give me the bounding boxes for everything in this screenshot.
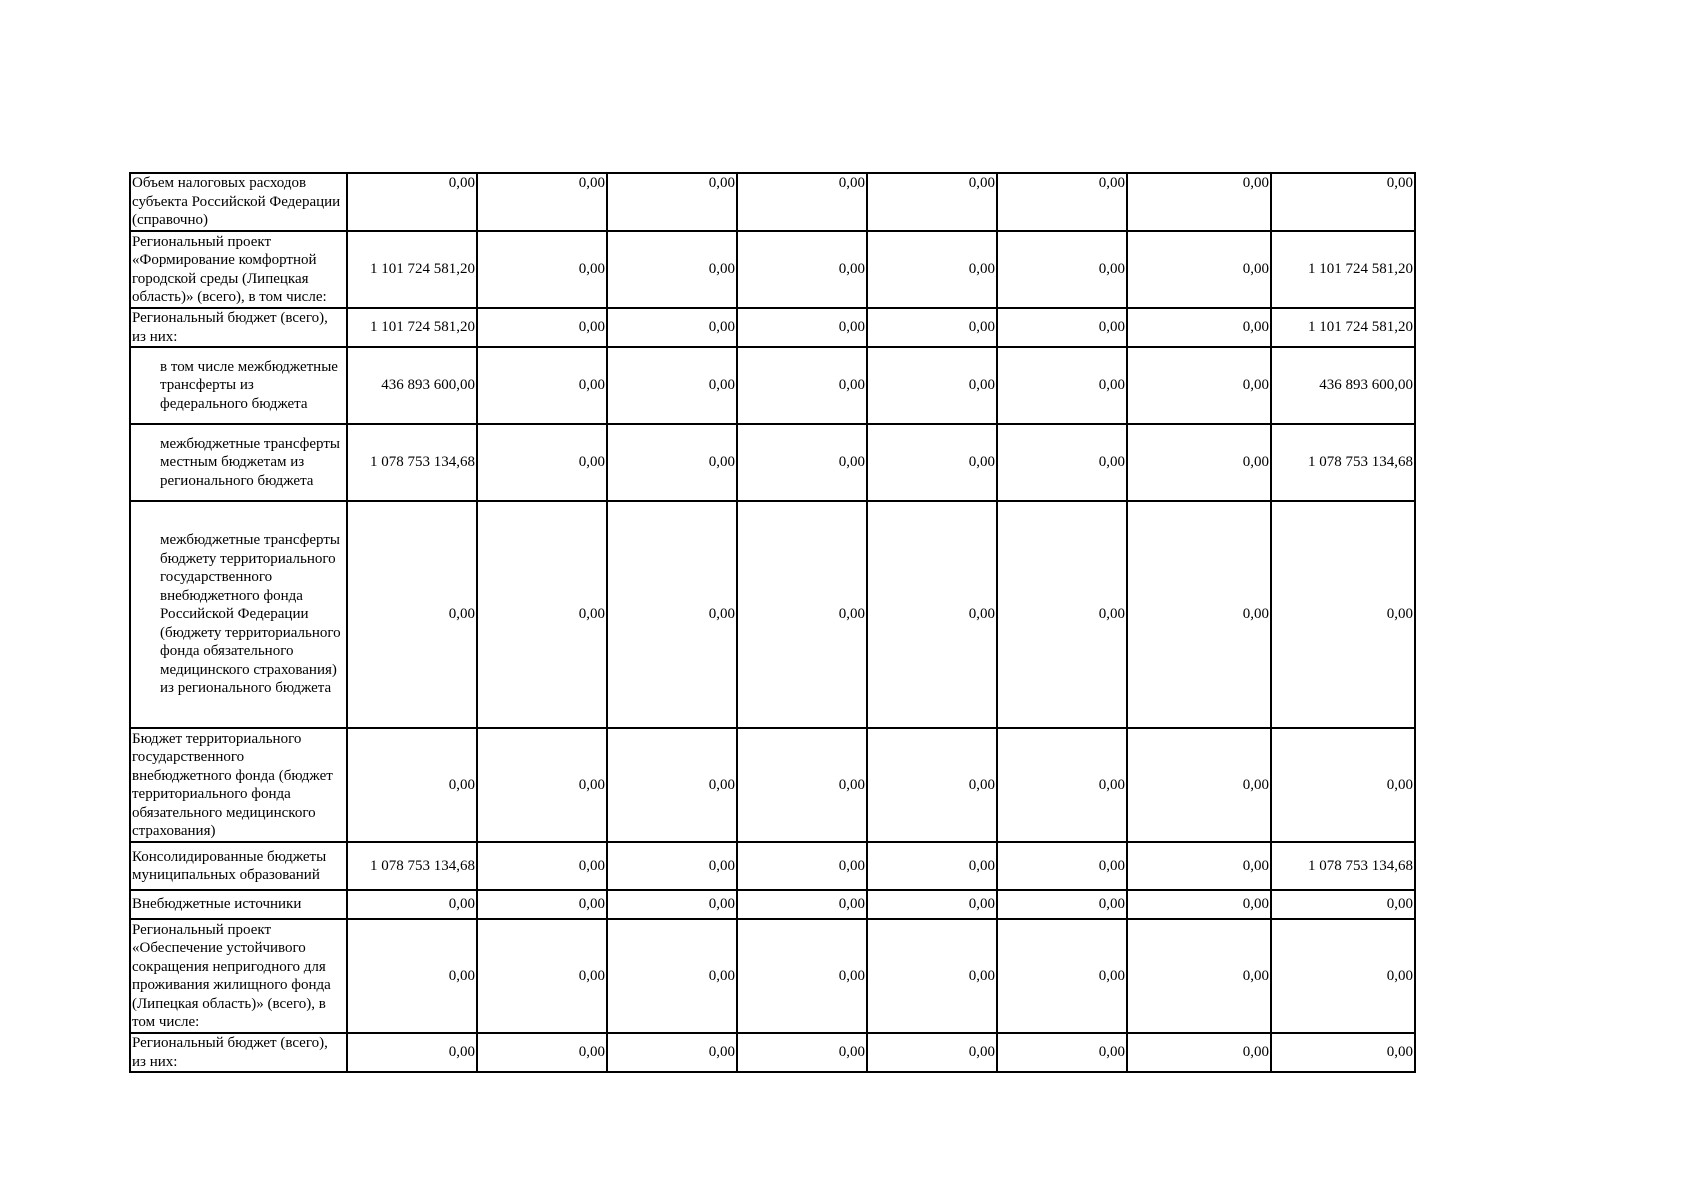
value-cell: 0,00: [1271, 173, 1415, 231]
value-cell: 0,00: [477, 728, 607, 842]
value-cell: 0,00: [1127, 424, 1271, 501]
value-cell: 0,00: [737, 347, 867, 424]
row-label: в том числе межбюджетные трансферты из федерального бюджета: [130, 347, 347, 424]
value-cell: 0,00: [997, 728, 1127, 842]
value-cell: 0,00: [867, 728, 997, 842]
value-cell: 0,00: [607, 347, 737, 424]
value-cell: 0,00: [997, 231, 1127, 308]
row-label: Региональный бюджет (всего), из них:: [130, 308, 347, 347]
value-cell: 0,00: [737, 919, 867, 1033]
value-cell: 0,00: [1271, 1033, 1415, 1072]
value-cell: 0,00: [997, 501, 1127, 728]
value-cell: 0,00: [1127, 308, 1271, 347]
budget-table: [129, 172, 1416, 1073]
value-cell: 0,00: [477, 424, 607, 501]
value-cell: 0,00: [737, 842, 867, 890]
value-cell: 1 078 753 134,68: [347, 842, 477, 890]
value-cell: 0,00: [997, 173, 1127, 231]
value-cell: 1 078 753 134,68: [347, 424, 477, 501]
value-cell: 0,00: [477, 890, 607, 919]
value-cell: 0,00: [347, 1033, 477, 1072]
value-cell: 0,00: [867, 501, 997, 728]
value-cell: 0,00: [347, 919, 477, 1033]
table-row: [130, 890, 1415, 919]
value-cell: 0,00: [477, 919, 607, 1033]
value-cell: 0,00: [1127, 728, 1271, 842]
value-cell: 0,00: [737, 728, 867, 842]
row-label: Бюджет территориального государственного внебюджетного фонда (бюджет территориального фонда обязательного медицинского страхования): [130, 728, 347, 842]
value-cell: 0,00: [1127, 890, 1271, 919]
table-row: [130, 728, 1415, 842]
value-cell: 0,00: [347, 728, 477, 842]
value-cell: 0,00: [867, 231, 997, 308]
value-cell: 0,00: [997, 919, 1127, 1033]
value-cell: 0,00: [1127, 347, 1271, 424]
value-cell: 0,00: [1127, 173, 1271, 231]
row-label: Региональный проект «Формирование комфортной городской среды (Липецкая область)» (всего), в том числе:: [130, 231, 347, 308]
row-label: Консолидированные бюджеты муниципальных образований: [130, 842, 347, 890]
table-row: [130, 347, 1415, 424]
value-cell: 0,00: [737, 501, 867, 728]
table-row: [130, 231, 1415, 308]
table-row: [130, 308, 1415, 347]
value-cell: 0,00: [997, 842, 1127, 890]
value-cell: 0,00: [477, 501, 607, 728]
value-cell: 0,00: [607, 842, 737, 890]
value-cell: 0,00: [477, 308, 607, 347]
value-cell: 0,00: [607, 1033, 737, 1072]
table-row: [130, 919, 1415, 1033]
value-cell: 0,00: [347, 173, 477, 231]
value-cell: 1 078 753 134,68: [1271, 842, 1415, 890]
value-cell: 0,00: [607, 728, 737, 842]
value-cell: 0,00: [997, 890, 1127, 919]
value-cell: 0,00: [737, 173, 867, 231]
value-cell: 0,00: [607, 231, 737, 308]
table-row: [130, 842, 1415, 890]
value-cell: 0,00: [997, 308, 1127, 347]
table-row: [130, 1033, 1415, 1072]
row-label: Внебюджетные источники: [130, 890, 347, 919]
value-cell: 0,00: [607, 890, 737, 919]
value-cell: 1 101 724 581,20: [1271, 231, 1415, 308]
value-cell: 0,00: [867, 308, 997, 347]
value-cell: 0,00: [1127, 919, 1271, 1033]
value-cell: 0,00: [997, 1033, 1127, 1072]
value-cell: 0,00: [607, 173, 737, 231]
table-row: [130, 173, 1415, 231]
table-row: [130, 501, 1415, 728]
value-cell: 0,00: [867, 347, 997, 424]
value-cell: 0,00: [477, 231, 607, 308]
value-cell: 0,00: [867, 890, 997, 919]
value-cell: 0,00: [607, 919, 737, 1033]
value-cell: 0,00: [607, 424, 737, 501]
value-cell: 0,00: [867, 173, 997, 231]
value-cell: 1 101 724 581,20: [1271, 308, 1415, 347]
value-cell: 1 101 724 581,20: [347, 231, 477, 308]
value-cell: 0,00: [477, 173, 607, 231]
row-label: Объем налоговых расходов субъекта Российской Федерации (справочно): [130, 173, 347, 231]
value-cell: 0,00: [737, 890, 867, 919]
value-cell: 0,00: [867, 424, 997, 501]
value-cell: 1 101 724 581,20: [347, 308, 477, 347]
value-cell: 0,00: [347, 890, 477, 919]
value-cell: 0,00: [1127, 1033, 1271, 1072]
value-cell: 0,00: [1127, 842, 1271, 890]
value-cell: 0,00: [867, 1033, 997, 1072]
value-cell: 0,00: [867, 842, 997, 890]
value-cell: 0,00: [477, 842, 607, 890]
value-cell: 0,00: [477, 347, 607, 424]
value-cell: 0,00: [607, 501, 737, 728]
value-cell: 0,00: [477, 1033, 607, 1072]
value-cell: 1 078 753 134,68: [1271, 424, 1415, 501]
row-label: Региональный бюджет (всего), из них:: [130, 1033, 347, 1072]
row-label: Региональный проект «Обеспечение устойчивого сокращения непригодного для проживания жилищного фонда (Липецкая область)» (всего), в том числе:: [130, 919, 347, 1033]
value-cell: 0,00: [1271, 501, 1415, 728]
value-cell: 0,00: [1271, 890, 1415, 919]
value-cell: 436 893 600,00: [1271, 347, 1415, 424]
row-label: межбюджетные трансферты бюджету территориального государственного внебюджетного фонда Российской Федерации (бюджету территориального фонда обязательного медицинского страхования) из регионального бюджета: [130, 501, 347, 728]
value-cell: 0,00: [997, 424, 1127, 501]
value-cell: 436 893 600,00: [347, 347, 477, 424]
row-label: межбюджетные трансферты местным бюджетам из регионального бюджета: [130, 424, 347, 501]
value-cell: 0,00: [737, 308, 867, 347]
value-cell: 0,00: [1127, 231, 1271, 308]
value-cell: 0,00: [1127, 501, 1271, 728]
value-cell: 0,00: [607, 308, 737, 347]
value-cell: 0,00: [347, 501, 477, 728]
value-cell: 0,00: [737, 231, 867, 308]
value-cell: 0,00: [867, 919, 997, 1033]
value-cell: 0,00: [1271, 919, 1415, 1033]
value-cell: 0,00: [997, 347, 1127, 424]
value-cell: 0,00: [737, 424, 867, 501]
value-cell: 0,00: [737, 1033, 867, 1072]
value-cell: 0,00: [1271, 728, 1415, 842]
table-row: [130, 424, 1415, 501]
